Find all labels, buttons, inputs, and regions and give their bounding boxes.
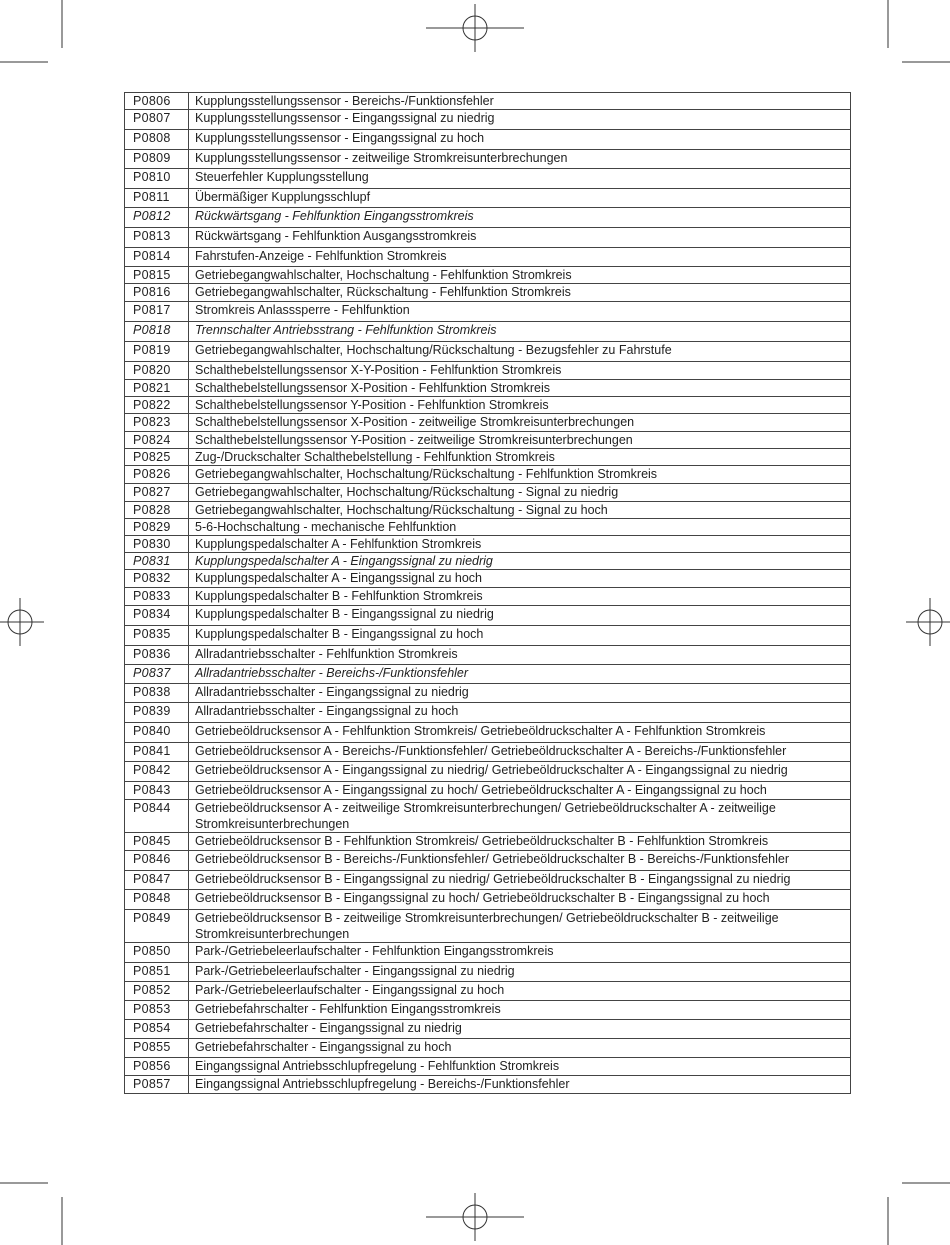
fault-description: Getriebeöldrucksensor B - zeitweilige Stromkreisunterbrechungen/ Getriebeöldruckschalter B - zeitweilige Stromkreisunterbrechungen [189,910,851,943]
fault-description: Schalthebelstellungssensor X-Y-Position - Fehlfunktion Stromkreis [189,362,851,380]
fault-description: Fahrstufen-Anzeige - Fehlfunktion Stromkreis [189,248,851,267]
table-row [125,228,851,248]
table-row [125,150,851,169]
table-row [125,851,851,871]
fault-code: P0839 [125,703,189,723]
fault-code: P0818 [125,322,189,342]
table-row [125,782,851,800]
fault-code: P0834 [125,606,189,626]
table-row [125,536,851,553]
fault-code: P0840 [125,723,189,743]
fault-description: Park-/Getriebeleerlaufschalter - Fehlfunktion Eingangsstromkreis [189,943,851,963]
table-row [125,723,851,743]
fault-code: P0829 [125,519,189,536]
fault-description: Allradantriebsschalter - Fehlfunktion Stromkreis [189,646,851,665]
table-row [125,189,851,208]
fault-code: P0851 [125,963,189,982]
fault-description: Rückwärtsgang - Fehlfunktion Ausgangsstromkreis [189,228,851,248]
fault-code: P0846 [125,851,189,871]
table-row [125,833,851,851]
fault-description: Schalthebelstellungssensor X-Position - Fehlfunktion Stromkreis [189,380,851,397]
fault-code: P0838 [125,684,189,703]
fault-code: P0831 [125,553,189,570]
fault-description: Trennschalter Antriebsstrang - Fehlfunktion Stromkreis [189,322,851,342]
registration-target-left [0,598,44,646]
table-row [125,943,851,963]
fault-code: P0814 [125,248,189,267]
table-row [125,267,851,284]
table-row [125,169,851,189]
fault-code: P0824 [125,432,189,449]
fault-description: Getriebeöldrucksensor A - zeitweilige Stromkreisunterbrechungen/ Getriebeöldruckschalter A - zeitweilige Stromkreisunterbrechungen [189,800,851,833]
table-row [125,646,851,665]
table-row [125,362,851,380]
fault-code: P0816 [125,284,189,302]
fault-code: P0842 [125,762,189,782]
fault-code: P0835 [125,626,189,646]
table-row [125,703,851,723]
fault-description: Kupplungsstellungssensor - Bereichs-/Funktionsfehler [189,93,851,110]
fault-code: P0823 [125,414,189,432]
table-row [125,800,851,833]
table-row [125,519,851,536]
table-row [125,743,851,762]
fault-description: Zug-/Druckschalter Schalthebelstellung - Fehlfunktion Stromkreis [189,449,851,466]
fault-description: Kupplungspedalschalter A - Eingangssignal zu hoch [189,570,851,588]
registration-target-bottom [426,1193,524,1241]
table-row [125,982,851,1001]
fault-description: Getriebegangwahlschalter, Hochschaltung/Rückschaltung - Bezugsfehler zu Fahrstufe [189,342,851,362]
fault-description: Getriebefahrschalter - Eingangssignal zu niedrig [189,1020,851,1039]
table-row [125,963,851,982]
fault-code: P0825 [125,449,189,466]
table-row [125,130,851,150]
fault-code: P0845 [125,833,189,851]
table-row [125,380,851,397]
table-row [125,322,851,342]
fault-description: Rückwärtsgang - Fehlfunktion Eingangsstromkreis [189,208,851,228]
fault-description: Allradantriebsschalter - Eingangssignal zu hoch [189,703,851,723]
table-row [125,449,851,466]
fault-description: Getriebegangwahlschalter, Hochschaltung/Rückschaltung - Signal zu hoch [189,502,851,519]
table-row [125,570,851,588]
table-row [125,466,851,484]
fault-code: P0856 [125,1058,189,1076]
table-row [125,208,851,228]
table-row [125,432,851,449]
fault-description: Kupplungsstellungssensor - Eingangssignal zu hoch [189,130,851,150]
fault-code: P0841 [125,743,189,762]
fault-code: P0820 [125,362,189,380]
fault-code: P0815 [125,267,189,284]
fault-code: P0819 [125,342,189,362]
fault-description: Kupplungspedalschalter B - Fehlfunktion Stromkreis [189,588,851,606]
fault-description: Getriebeöldrucksensor A - Bereichs-/Funktionsfehler/ Getriebeöldruckschalter A - Bereichs-/Funktionsfehler [189,743,851,762]
table-row [125,342,851,362]
fault-description: Getriebegangwahlschalter, Rückschaltung - Fehlfunktion Stromkreis [189,284,851,302]
fault-code: P0830 [125,536,189,553]
fault-description: Eingangssignal Antriebsschlupfregelung - Bereichs-/Funktionsfehler [189,1076,851,1094]
fault-description: Kupplungspedalschalter B - Eingangssignal zu niedrig [189,606,851,626]
fault-code: P0813 [125,228,189,248]
table-row [125,484,851,502]
fault-code: P0855 [125,1039,189,1058]
fault-code: P0821 [125,380,189,397]
fault-description: Getriebegangwahlschalter, Hochschaltung/Rückschaltung - Signal zu niedrig [189,484,851,502]
fault-code: P0854 [125,1020,189,1039]
fault-code: P0806 [125,93,189,110]
table-row [125,910,851,943]
fault-description: Park-/Getriebeleerlaufschalter - Eingangssignal zu hoch [189,982,851,1001]
fault-code: P0844 [125,800,189,833]
fault-description: Kupplungspedalschalter A - Eingangssignal zu niedrig [189,553,851,570]
fault-code: P0847 [125,871,189,890]
fault-description: Getriebeöldrucksensor A - Fehlfunktion Stromkreis/ Getriebeöldruckschalter A - Fehlfunktion Stromkreis [189,723,851,743]
fault-code: P0848 [125,890,189,910]
table-row [125,890,851,910]
table-row [125,248,851,267]
table-row [125,626,851,646]
fault-code: P0828 [125,502,189,519]
fault-code: P0808 [125,130,189,150]
fault-code: P0853 [125,1001,189,1020]
fault-code: P0832 [125,570,189,588]
fault-description: Getriebeöldrucksensor B - Eingangssignal zu niedrig/ Getriebeöldruckschalter B - Eingangssignal zu niedrig [189,871,851,890]
fault-description: Schalthebelstellungssensor Y-Position - Fehlfunktion Stromkreis [189,397,851,414]
fault-description: Allradantriebsschalter - Bereichs-/Funktionsfehler [189,665,851,684]
fault-code: P0809 [125,150,189,169]
fault-description: Kupplungspedalschalter B - Eingangssignal zu hoch [189,626,851,646]
fault-code: P0852 [125,982,189,1001]
table-row [125,1058,851,1076]
registration-target-top [426,4,524,52]
fault-code: P0850 [125,943,189,963]
table-row [125,553,851,570]
table-row [125,502,851,519]
fault-code-table [124,92,851,1094]
fault-description: Getriebeöldrucksensor B - Bereichs-/Funktionsfehler/ Getriebeöldruckschalter B - Bereichs-/Funktionsfehler [189,851,851,871]
fault-description: Getriebegangwahlschalter, Hochschaltung/Rückschaltung - Fehlfunktion Stromkreis [189,466,851,484]
fault-description: Getriebegangwahlschalter, Hochschaltung - Fehlfunktion Stromkreis [189,267,851,284]
fault-code: P0817 [125,302,189,322]
fault-description: Schalthebelstellungssensor Y-Position - zeitweilige Stromkreisunterbrechungen [189,432,851,449]
table-row [125,414,851,432]
fault-description: Getriebefahrschalter - Eingangssignal zu hoch [189,1039,851,1058]
fault-code-table-body [125,93,851,1094]
table-row [125,302,851,322]
fault-description: Park-/Getriebeleerlaufschalter - Eingangssignal zu niedrig [189,963,851,982]
fault-code: P0807 [125,110,189,130]
fault-description: Getriebeöldrucksensor B - Eingangssignal zu hoch/ Getriebeöldruckschalter B - Eingangssignal zu hoch [189,890,851,910]
fault-description: Getriebefahrschalter - Fehlfunktion Eingangsstromkreis [189,1001,851,1020]
table-row [125,684,851,703]
fault-description: Getriebeöldrucksensor B - Fehlfunktion Stromkreis/ Getriebeöldruckschalter B - Fehlfunktion Stromkreis [189,833,851,851]
table-row [125,665,851,684]
table-row [125,397,851,414]
fault-description: 5-6-Hochschaltung - mechanische Fehlfunktion [189,519,851,536]
fault-description: Kupplungsstellungssensor - zeitweilige Stromkreisunterbrechungen [189,150,851,169]
fault-description: Getriebeöldrucksensor A - Eingangssignal zu niedrig/ Getriebeöldruckschalter A - Eingangssignal zu niedrig [189,762,851,782]
table-row [125,762,851,782]
fault-code: P0827 [125,484,189,502]
table-row [125,284,851,302]
fault-code: P0833 [125,588,189,606]
fault-code: P0843 [125,782,189,800]
fault-code: P0822 [125,397,189,414]
table-row [125,93,851,110]
table-row [125,1076,851,1094]
fault-code: P0837 [125,665,189,684]
fault-code: P0836 [125,646,189,665]
fault-description: Schalthebelstellungssensor X-Position - zeitweilige Stromkreisunterbrechungen [189,414,851,432]
fault-code: P0849 [125,910,189,943]
fault-code: P0811 [125,189,189,208]
table-row [125,1001,851,1020]
table-row [125,606,851,626]
table-row [125,1039,851,1058]
fault-description: Eingangssignal Antriebsschlupfregelung - Fehlfunktion Stromkreis [189,1058,851,1076]
table-row [125,588,851,606]
fault-description: Kupplungspedalschalter A - Fehlfunktion Stromkreis [189,536,851,553]
table-row [125,110,851,130]
fault-code: P0857 [125,1076,189,1094]
fault-description: Übermäßiger Kupplungsschlupf [189,189,851,208]
fault-description: Steuerfehler Kupplungsstellung [189,169,851,189]
table-row [125,871,851,890]
fault-description: Allradantriebsschalter - Eingangssignal zu niedrig [189,684,851,703]
fault-description: Kupplungsstellungssensor - Eingangssignal zu niedrig [189,110,851,130]
fault-description: Stromkreis Anlasssperre - Fehlfunktion [189,302,851,322]
fault-code: P0812 [125,208,189,228]
fault-description: Getriebeöldrucksensor A - Eingangssignal zu hoch/ Getriebeöldruckschalter A - Eingangssignal zu hoch [189,782,851,800]
fault-code: P0810 [125,169,189,189]
registration-target-right [906,598,950,646]
fault-code: P0826 [125,466,189,484]
table-row [125,1020,851,1039]
